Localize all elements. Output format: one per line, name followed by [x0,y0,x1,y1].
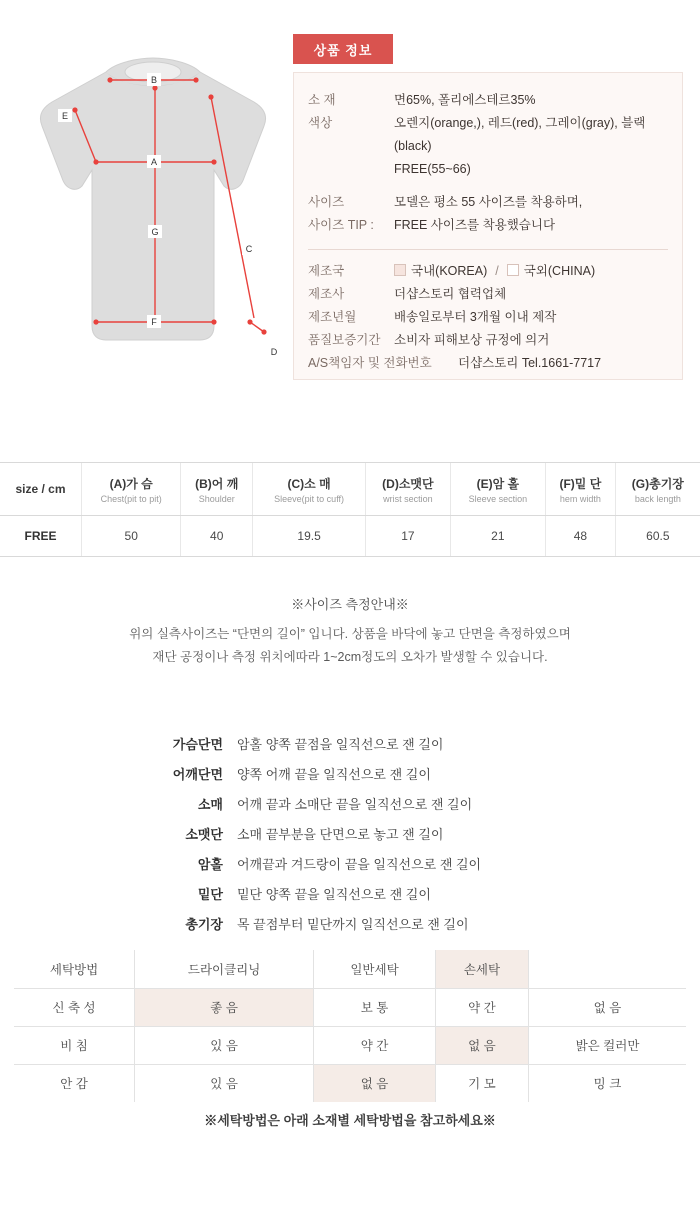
size-table-header [0,463,82,516]
measure-value: 소매 끝부분을 단면으로 놓고 잰 길이 [237,827,444,842]
size-table-header [181,463,253,516]
size-table-header-ko: size / cm [15,482,66,496]
wash-cell-selected: 좋 음 [135,988,314,1026]
info-value: FREE(55~66) [394,162,471,176]
size-guide-title: ※사이즈 측정안내※ [291,597,409,612]
svg-text:C: C [245,244,253,254]
size-cell: 48 [546,516,616,557]
list-item [0,790,700,820]
info-value: 배송일로부터 3개월 이내 제작 [394,310,557,324]
footer-note: ※세탁방법은 아래 소재별 세탁방법을 참고하세요※ [204,1113,496,1128]
svg-text:F: F [151,317,157,327]
size-cell: 17 [366,516,450,557]
measure-definition-list [0,730,700,940]
info-label: 색상 [308,116,333,130]
info-label: 품질보증기간 [308,333,381,347]
svg-text:B: B [150,75,158,85]
measure-key: 어깨단면 [172,767,223,782]
measure-value: 양쪽 어깨 끝을 일직선으로 잰 길이 [237,767,431,782]
list-item [0,760,700,790]
top-section [0,0,700,400]
wash-cell: 있 음 [135,1064,314,1102]
svg-text:D: D [270,347,278,357]
size-table-header-en: back length [634,493,681,504]
wash-cell: 있 음 [135,1026,314,1064]
svg-text:A: A [150,157,158,167]
wash-cell: 드라이클리닝 [135,950,314,988]
size-table-header-ko: (E)암 홀 [476,476,520,491]
svg-text:G: G [151,227,159,237]
size-table-header-ko: (C)소 매 [287,476,331,491]
wash-cell: 기 모 [435,1064,528,1102]
info-value: 더샵스토리 협력업체 [394,287,507,301]
measure-value: 목 끝점부터 밑단까지 일직선으로 잰 길이 [237,917,469,932]
wash-cell: 약 간 [314,1026,436,1064]
info-row [308,158,668,181]
list-item [0,730,700,760]
wash-cell: 밝은 컬러만 [528,1026,686,1064]
info-value: 오렌지(orange,), 레드(red), 그레이(gray), 블랙(black) [394,116,646,153]
wash-cell: 안 감 [14,1064,135,1102]
info-row [308,112,668,158]
checkbox-foreign-icon[interactable] [507,264,519,276]
size-table-header-ko: (G)총기장 [631,476,684,491]
size-table-header-en: hem width [559,493,601,504]
info-label: 사이즈 [308,195,345,209]
size-table-header-en: Chest(pit to pit) [100,493,162,504]
wash-cell-selected: 손세탁 [435,950,528,988]
measure-key: 총기장 [185,917,223,932]
info-row [308,89,668,112]
info-label: 제조년월 [308,310,357,324]
checkbox-domestic-icon[interactable] [394,264,406,276]
size-table-header [82,463,181,516]
size-table-header-ko: (D)소맷단 [382,476,434,491]
measure-key: 밑단 [197,887,223,902]
measure-value: 암홀 양쪽 끝점을 일직선으로 잰 길이 [237,737,444,752]
size-table-header-en: Shoulder [198,493,235,504]
info-divider [308,249,668,250]
info-label [308,158,394,181]
wash-cell: 비 침 [14,1026,135,1064]
size-table-header-en: Sleeve(pit to cuff) [274,493,345,504]
origin-row [308,260,668,283]
info-label: 소 재 [308,93,336,107]
table-row [14,988,686,1026]
table-row [14,1026,686,1064]
info-row [308,329,668,352]
list-item [0,820,700,850]
wash-cell: 보 통 [314,988,436,1026]
list-item [0,910,700,940]
wash-care-table [14,950,686,1102]
origin-separator: / [495,264,499,278]
size-cell: FREE [0,516,82,557]
measure-key: 소매 [197,797,223,812]
info-label: 제조사 [308,287,345,301]
size-guide-line: 재단 공정이나 측정 위치에따라 1~2cm정도의 오차가 발생할 수 있습니다. [152,650,548,664]
info-value: FREE 사이즈를 착용했습니다 [394,218,556,232]
size-table-header [366,463,450,516]
info-value: 소비자 피해보상 규정에 의거 [394,333,550,347]
origin-domestic-label: 국내(KOREA) [411,264,488,278]
size-table [0,462,700,557]
size-table-header-ko: (A)가 슴 [109,476,153,491]
info-row [308,191,668,214]
measure-value: 밑단 양쪽 끝을 일직선으로 잰 길이 [237,887,431,902]
info-row [308,306,668,329]
info-label: 사이즈 TIP : [308,218,374,232]
origin-label: 제조국 [308,264,345,278]
info-row [308,352,668,375]
table-row [14,950,686,988]
size-table-header-row [0,463,700,516]
size-cell: 60.5 [615,516,700,557]
table-row [0,516,700,557]
wash-cell: 밍 크 [528,1064,686,1102]
size-cell: 21 [450,516,546,557]
wash-cell: 세탁방법 [14,950,135,988]
measure-value: 어깨 끝과 소매단 끝을 일직선으로 잰 길이 [237,797,473,812]
size-table-header-ko: (F)밑 단 [559,476,602,491]
size-table-header [253,463,366,516]
size-table-header-ko: (B)어 깨 [195,476,239,491]
info-row [308,283,668,306]
wash-cell [528,950,686,988]
measure-key: 소맷단 [185,827,223,842]
size-cell: 40 [181,516,253,557]
measure-key: 암홀 [197,857,223,872]
wash-cell: 없 음 [528,988,686,1026]
measure-key: 가슴단면 [172,737,223,752]
wash-cell: 신 축 성 [14,988,135,1026]
size-guide-line: 위의 실측사이즈는 “단면의 길이” 입니다. 상품을 바닥에 놓고 단면을 측정하였으며 [129,627,571,641]
size-table-header [546,463,616,516]
info-label: A/S책임자 및 전화번호 [308,356,432,370]
size-cell: 50 [82,516,181,557]
size-table-header-en: Sleeve section [468,493,528,504]
size-table-header [450,463,546,516]
wash-cell: 약 간 [435,988,528,1026]
info-value: 모델은 평소 55 사이즈를 착용하며, [394,195,583,209]
wash-cell-selected: 없 음 [314,1064,436,1102]
origin-foreign-label: 국외(CHINA) [523,264,596,278]
size-cell: 19.5 [253,516,366,557]
size-table-header [615,463,700,516]
product-info-panel [293,72,683,380]
size-table-header-en: wrist section [383,493,433,504]
size-guide-notes [0,594,700,669]
garment-measure-diagram [18,50,288,357]
info-value: 면65%, 폴리에스테르35% [394,93,536,107]
list-item [0,880,700,910]
info-value: 더샵스토리 Tel.1661-7717 [458,356,602,370]
wash-cell-selected: 없 음 [435,1026,528,1064]
svg-text:E: E [61,111,69,121]
wash-cell: 일반세탁 [314,950,436,988]
list-item [0,850,700,880]
info-row [308,214,668,237]
table-row [14,1064,686,1102]
measure-value: 어깨끝과 겨드랑이 끝을 일직선으로 잰 길이 [237,857,482,872]
info-title-badge: 상품 정보 [293,34,393,64]
